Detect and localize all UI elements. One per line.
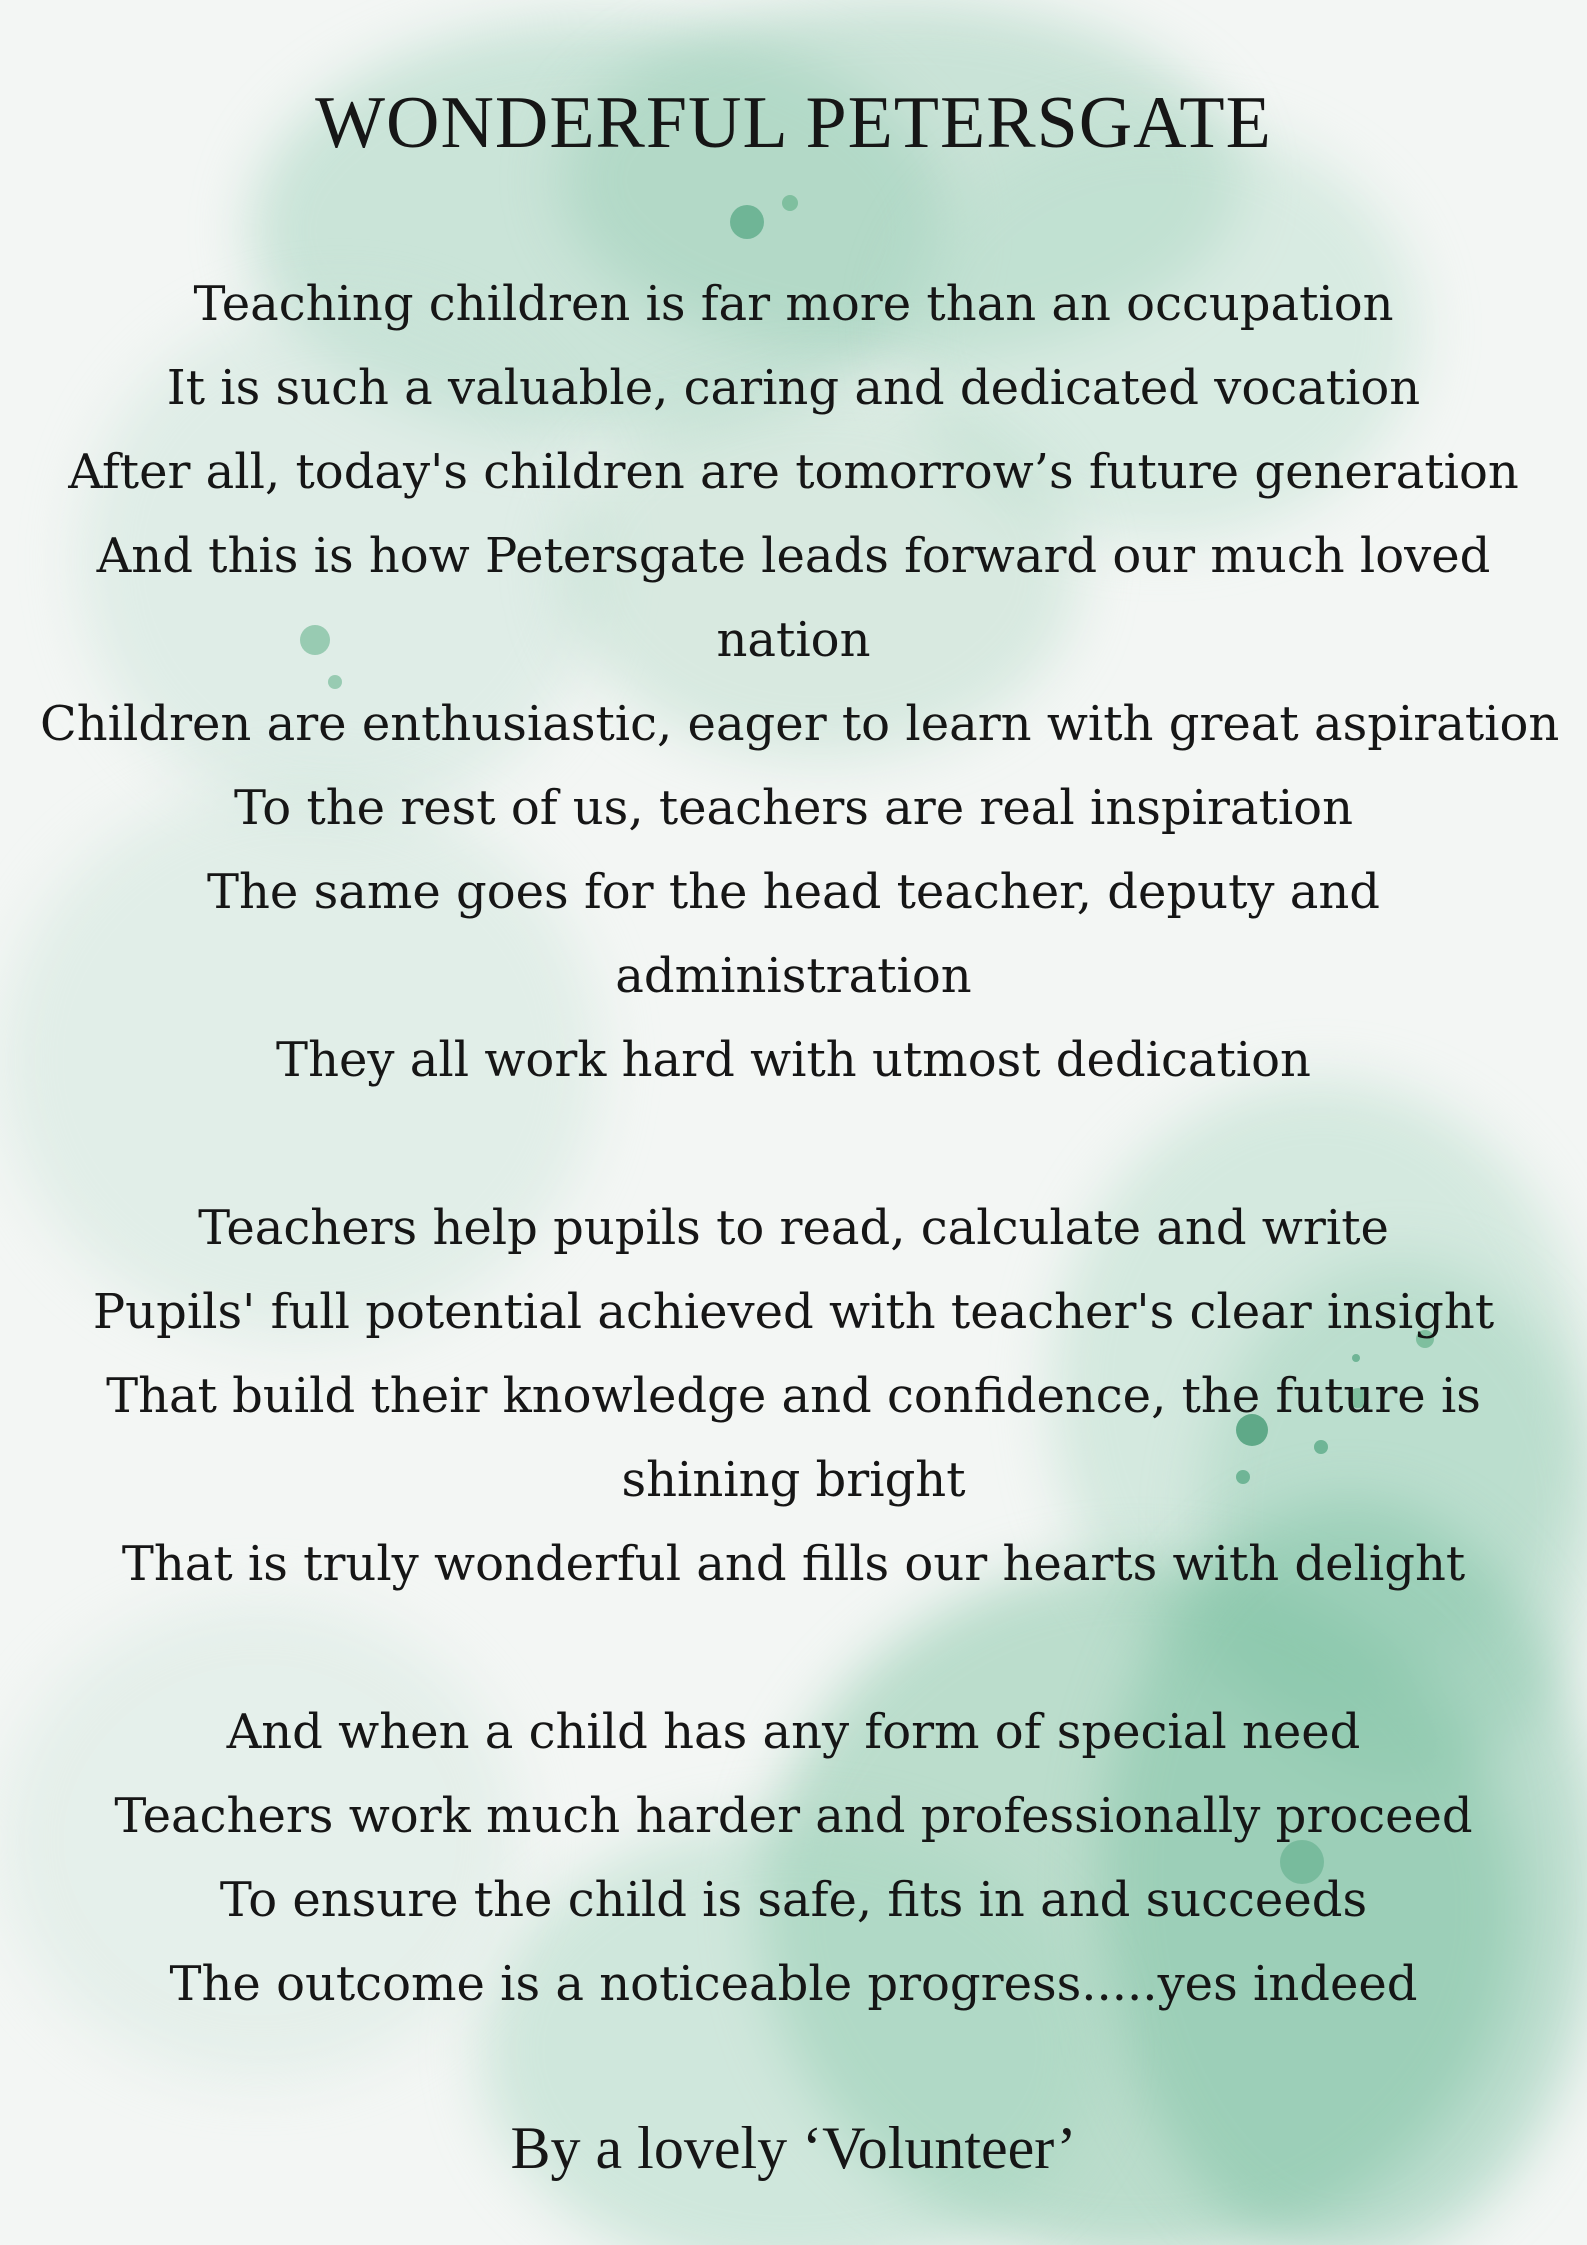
stanza-gap bbox=[40, 1102, 1547, 1186]
poem-line: After all, today's children are tomorrow’s future generation bbox=[68, 444, 1519, 500]
poem-line: nation bbox=[716, 612, 871, 668]
author-signature: By a lovely ‘Volunteer’ bbox=[510, 2115, 1077, 2181]
stanza-3 bbox=[40, 1690, 1547, 2026]
poem-line: To ensure the child is safe, fits in and succeeds bbox=[219, 1872, 1368, 1928]
poem-line: It is such a valuable, caring and dedicated vocation bbox=[166, 360, 1421, 416]
poem-line: Pupils' full potential achieved with teacher's clear insight bbox=[92, 1284, 1495, 1340]
poem-line: And when a child has any form of special need bbox=[226, 1704, 1361, 1760]
poem-line: Teachers work much harder and professionally proceed bbox=[114, 1788, 1473, 1844]
poem-line: That is truly wonderful and fills our hearts with delight bbox=[121, 1536, 1466, 1592]
poem-line: The outcome is a noticeable progress.....yes indeed bbox=[169, 1956, 1418, 2012]
poem-line: administration bbox=[615, 948, 972, 1004]
poem-body bbox=[40, 262, 1560, 2026]
poem-line: Children are enthusiastic, eager to learn with great aspiration bbox=[40, 696, 1560, 752]
poem-line: They all work hard with utmost dedication bbox=[276, 1032, 1311, 1088]
poem-line: Teachers help pupils to read, calculate and write bbox=[198, 1200, 1389, 1256]
stanza-gap bbox=[40, 1606, 1547, 1690]
poem-line: shining bright bbox=[621, 1452, 966, 1508]
poem-line: That build their knowledge and confidence, the future is bbox=[106, 1368, 1481, 1424]
stanza-1 bbox=[40, 262, 1560, 1102]
poem-line: Teaching children is far more than an occupation bbox=[193, 276, 1394, 332]
poem-line: To the rest of us, teachers are real inspiration bbox=[234, 780, 1353, 836]
stanza-2 bbox=[40, 1186, 1547, 1606]
poem-line: The same goes for the head teacher, deputy and bbox=[207, 864, 1380, 920]
poem-line: And this is how Petersgate leads forward our much loved bbox=[96, 528, 1491, 584]
poem-title: WONDERFUL PETERSGATE bbox=[315, 82, 1272, 164]
